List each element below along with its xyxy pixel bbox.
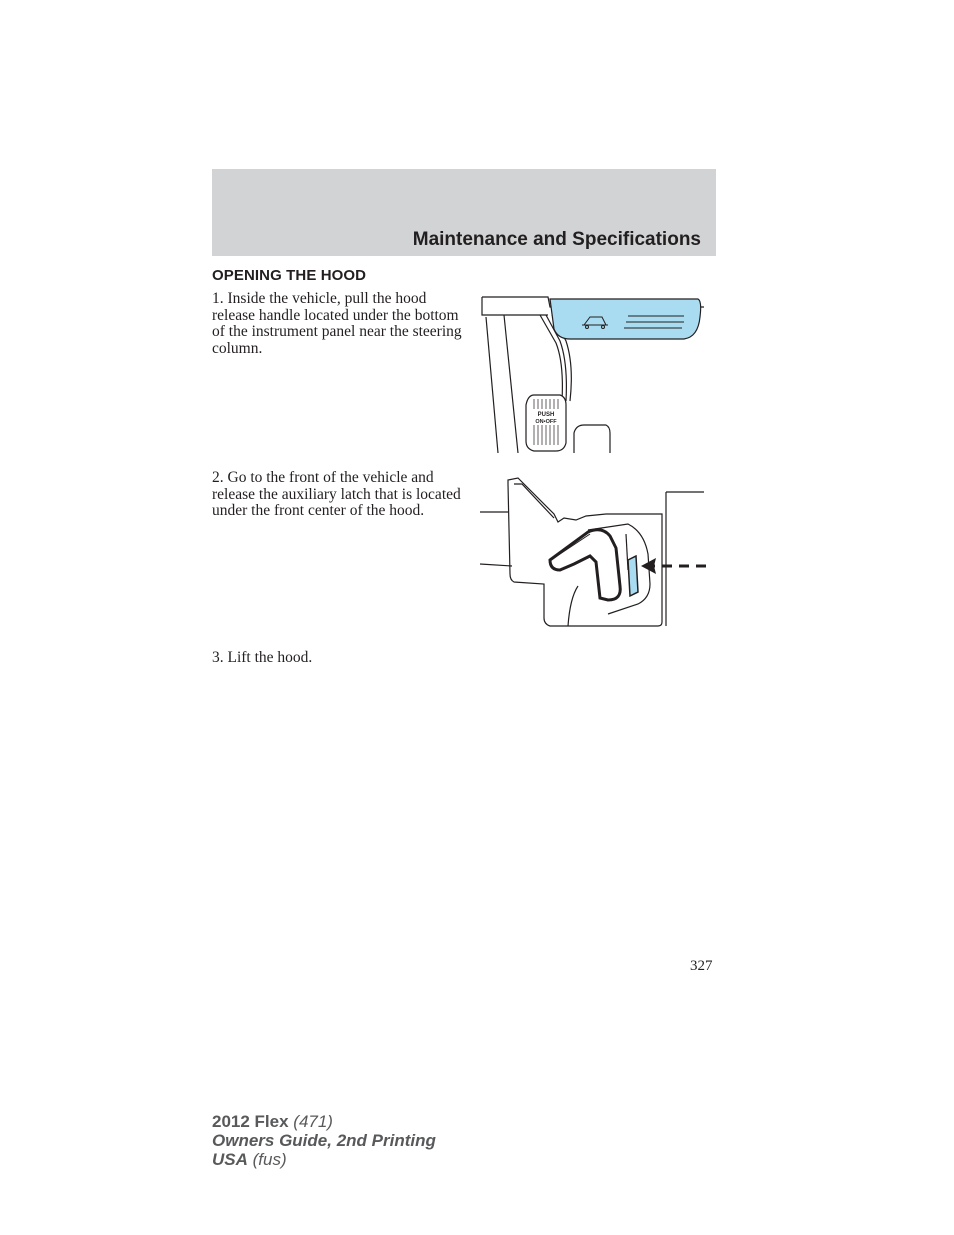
pedal-label-push: PUSH	[537, 412, 555, 418]
step-3-text: 3. Lift the hood.	[212, 649, 313, 666]
chapter-title: Maintenance and Specifications	[412, 229, 701, 250]
pedal-label-on-off: ON•OFF	[535, 419, 557, 425]
footer-model: 2012 Flex	[212, 1112, 289, 1131]
auxiliary-latch-illustration	[478, 474, 710, 628]
document-footer	[212, 1112, 436, 1169]
footer-line-2: Owners Guide, 2nd Printing	[212, 1131, 436, 1150]
footer-line-1	[212, 1112, 436, 1131]
section-title: OPENING THE HOOD	[212, 267, 367, 284]
page-number: 327	[690, 958, 713, 974]
step-1-text: 1. Inside the vehicle, pull the hood release handle located under the bottom of the instrument panel near the steering column.	[212, 290, 462, 357]
footer-model-code: (471)	[288, 1112, 333, 1131]
footer-line-3	[212, 1150, 436, 1169]
footer-market-code: (fus)	[247, 1150, 287, 1169]
hood-release-handle-illustration	[478, 293, 708, 455]
step-2-text: 2. Go to the front of the vehicle and release the auxiliary latch that is located under the front center of the hood.	[212, 469, 461, 520]
footer-market: USA	[212, 1150, 248, 1169]
chapter-header-band	[212, 169, 716, 256]
